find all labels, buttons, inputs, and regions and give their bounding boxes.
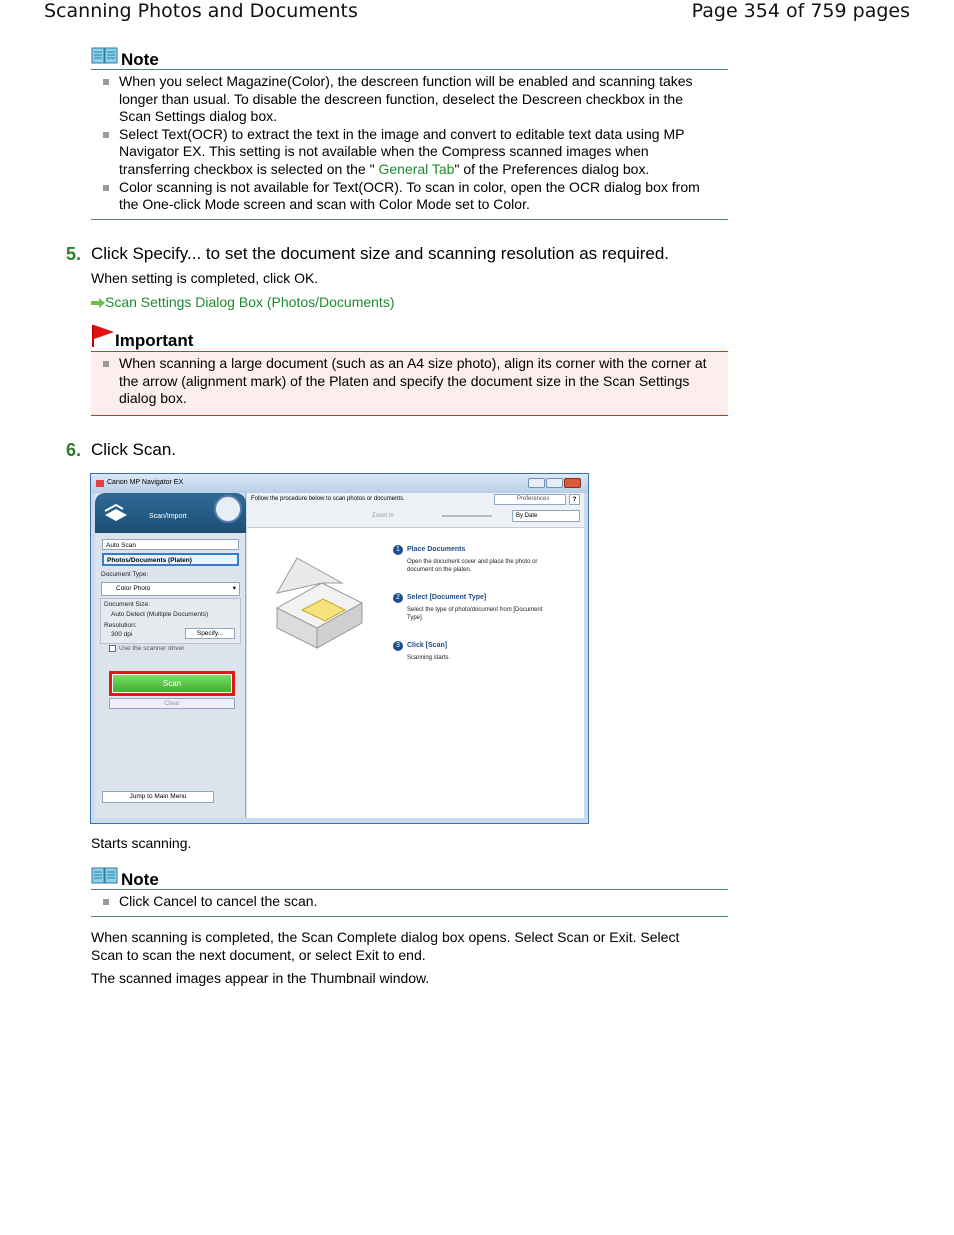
toolbar <box>247 493 584 528</box>
note-item: Select Text(OCR) to extract the text in the image and convert to editable text data using MP Navigator EX. This setting is not available when the Compress scanned images when transferring checkbox is selected on the " General Tab" of the Preferences dialog box. <box>91 126 728 179</box>
scan-highlight <box>109 671 235 696</box>
maximize-icon[interactable] <box>546 478 563 488</box>
step-number: 6. <box>66 440 82 460</box>
resolution-label: Resolution: <box>104 622 137 629</box>
scan-import-header <box>95 493 246 533</box>
page-header-title: Scanning Photos and Documents <box>44 0 358 22</box>
step-heading: Select [Document Type] <box>407 594 487 601</box>
step-subtext: When setting is completed, click OK. <box>91 270 319 286</box>
step-heading: Click [Scan] <box>407 642 448 649</box>
step-circle: 3 <box>393 641 403 651</box>
scanner-illustration-icon <box>267 548 367 658</box>
general-tab-link[interactable]: General Tab <box>374 160 455 177</box>
step-number: 5. <box>66 244 82 264</box>
window-titlebar <box>91 474 588 493</box>
note-item: Color scanning is not available for Text(OCR). To scan in color, open the OCR dialog box from the One-click Mode screen and scan with Color Mode set to Color. <box>91 179 728 214</box>
note-title: Note <box>121 50 159 69</box>
document-type-label: Document Type: <box>101 571 149 578</box>
note-box <box>91 43 728 220</box>
close-icon[interactable] <box>564 478 581 488</box>
document-size-label: Document Size: <box>104 601 150 608</box>
instruction-text: Follow the procedure below to scan photos or documents. <box>251 496 405 502</box>
step-description: Open the document cover and place the photo or document on the platen. <box>407 559 538 573</box>
sort-select[interactable]: By Date <box>512 510 580 522</box>
note-book-icon <box>91 46 118 66</box>
page-number: Page 354 of 759 pages <box>691 0 910 22</box>
app-icon <box>96 480 104 487</box>
step-description: Scanning starts. <box>407 655 451 661</box>
step-description: Select the type of photo/document from [Document Type]. <box>407 607 543 621</box>
use-driver-label: Use the scanner driver <box>119 645 185 652</box>
preferences-button[interactable]: Preferences <box>494 494 566 505</box>
resolution-value: 300 dpi <box>111 631 133 638</box>
clear-button[interactable]: Clear <box>109 698 235 709</box>
auto-scan-option[interactable]: Auto Scan <box>102 539 239 550</box>
scanner-icon <box>103 501 129 523</box>
important-box <box>91 324 728 415</box>
step-text: Click Specify... to set the document size and scanning resolution as required. <box>91 244 669 263</box>
document-type-select[interactable]: Color Photo ▾ <box>101 582 240 596</box>
zoom-in-label[interactable]: Zoom in <box>372 513 394 519</box>
zoom-slider[interactable] <box>442 515 492 517</box>
specify-button[interactable]: Specify... <box>185 628 235 639</box>
photos-documents-option[interactable]: Photos/Documents (Platen) <box>102 553 239 566</box>
minimize-icon[interactable] <box>528 478 545 488</box>
panel-title: Scan/Import <box>149 513 187 520</box>
window-title: Canon MP Navigator EX <box>107 479 184 486</box>
scan-settings-link[interactable]: Scan Settings Dialog Box (Photos/Documents) <box>105 294 395 310</box>
note-title: Note <box>121 870 159 889</box>
right-pane <box>247 493 584 818</box>
globe-icon[interactable] <box>214 495 242 523</box>
step-circle: 2 <box>393 593 403 603</box>
step-text: Click Scan. <box>91 440 177 459</box>
arrow-right-icon <box>91 298 105 308</box>
dropdown-arrow-icon: ▾ <box>232 585 236 592</box>
help-button[interactable]: ? <box>569 494 580 505</box>
note-item: When you select Magazine(Color), the descreen function will be enabled and scanning takes longer than usual. To disable the descreen function, deselect the Descreen checkbox in the Scan Settings dialog box. <box>91 73 728 126</box>
step-heading: Place Documents <box>407 546 466 553</box>
use-driver-checkbox[interactable] <box>109 645 116 652</box>
document-size-value: Auto Detect (Multiple Documents) <box>111 611 209 618</box>
starts-scanning-text: Starts scanning. <box>91 835 192 851</box>
important-item: When scanning a large document (such as an A4 size photo), align its corner with the corner at the arrow (alignment mark) of the Platen and specify the document size in the Scan Settings dialog box. <box>91 355 728 408</box>
note-item: Click Cancel to cancel the scan. <box>91 893 728 911</box>
link-row <box>91 294 711 312</box>
note-box <box>91 863 728 917</box>
completion-paragraph: When scanning is completed, the Scan Complete dialog box opens. Select Scan or Exit. Select Scan to scan the next document, or select Exit to end. <box>91 929 680 963</box>
thumbnail-paragraph: The scanned images appear in the Thumbnail window. <box>91 970 430 986</box>
step-circle: 1 <box>393 545 403 555</box>
note-book-icon <box>91 866 118 886</box>
mp-navigator-screenshot <box>90 473 589 824</box>
red-flag-icon <box>91 324 115 348</box>
scan-button[interactable]: Scan <box>113 675 231 692</box>
left-pane <box>95 493 246 818</box>
important-title: Important <box>115 331 194 350</box>
jump-main-menu-button[interactable]: Jump to Main Menu <box>102 791 214 803</box>
